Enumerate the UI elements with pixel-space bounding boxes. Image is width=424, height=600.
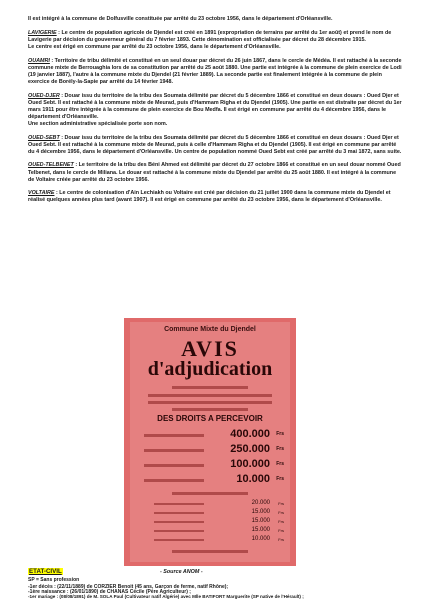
paragraph-extra: Une section administrative spécialisée porte son nom.	[28, 120, 168, 127]
poster-amount-row	[144, 428, 284, 442]
poster-row-label	[154, 530, 204, 532]
term-oued-sebt: OUED-SEBT	[28, 134, 60, 141]
poster-amount-row	[144, 443, 284, 457]
poster-small-amount: 15.000	[251, 509, 270, 515]
poster-adjudication: d'adjudication	[147, 358, 273, 380]
poster-avis: AVIS	[181, 336, 239, 361]
poster-small-amount: 15.000	[251, 518, 270, 524]
civil-entry: -1er décès : (22/11/1889) de CORZIER Benoit (45 ans, Garçon de ferme, natif Rhône);	[28, 584, 229, 590]
poster-row-label	[144, 479, 204, 482]
civil-entry: -1er mariage : (08/08/1891) de M. SOLA Paul (Cultivateur natif Algérie) avec Mlle BATIFORT Marguerite (SP native de l'Hérault) ;	[28, 594, 304, 599]
poster-currency: Frs	[276, 446, 284, 452]
poster-row-label	[154, 512, 204, 514]
poster-currency: Frs	[278, 510, 284, 515]
source-note: - Source ANOM -	[160, 569, 203, 575]
paragraph-intro	[28, 16, 402, 23]
poster-row-label	[154, 503, 204, 505]
poster-faint-line	[148, 394, 272, 397]
civil-entry: -1ère naissance : (26/01/1890) de CHANAS Cécile (Père Agriculteur) ;	[28, 589, 191, 595]
poster-row-label	[144, 449, 204, 452]
paragraph-text: : Territoire de tribu délimité et constitué en un seul douar par décret du 26 juin 1867, dans le cercle de Médéa. Il est rattaché à la seconde commune mixte de Berrouaghia lors de sa constitution par arrêté du 25 août 1880. Une partie est intégrée à la commune de plein exercice de Lodi (19 janvier 1887), l'autre à la commune mixte du Djendel (21 février 1889). La seconde partie est finalement intégrée à la commune de plein exercice de Borély-la-Sapie par arrêté du 14 février 1948.	[28, 57, 402, 85]
legend-sp: SP = Sans profession	[28, 577, 80, 583]
term-voltaire: VOLTAIRE	[28, 190, 55, 197]
term-oued-djer: OUED-DJER	[28, 92, 60, 99]
poster-faint-line	[148, 401, 272, 404]
poster-sheet	[130, 322, 290, 562]
poster-droits: DES DROITS A PERCEVOIR	[157, 414, 263, 423]
poster-amount: 400.000	[230, 428, 270, 440]
poster-amount: 100.000	[230, 458, 270, 470]
adjudication-poster	[124, 318, 296, 566]
paragraph-extra: Le centre est érigé en commune par arrêté du 23 octobre 1956, dans le département d'Orléansville.	[28, 43, 281, 50]
paragraph-oued-telbenet	[28, 162, 402, 183]
poster-amount: 250.000	[230, 443, 270, 455]
poster-amount: 10.000	[236, 473, 270, 485]
poster-small-row	[144, 536, 284, 544]
poster-small-row	[144, 527, 284, 535]
poster-small-row	[144, 518, 284, 526]
poster-small-amount: 10.000	[251, 536, 270, 542]
paragraph-ouamri	[28, 58, 402, 86]
poster-currency: Frs	[276, 461, 284, 467]
poster-currency: Frs	[278, 519, 284, 524]
etat-civil-heading: ETAT-CIVIL	[29, 568, 62, 575]
poster-commune: Commune Mixte du Djendel	[164, 326, 256, 333]
poster-faint-line	[172, 550, 248, 553]
paragraph-text: : Le centre de colonisation d'Ain Lechiakh ou Voltaire est créé par décision du 21 juillet 1900 dans la commune mixte du Djendel et réalisé quelques années plus tard (avant 1907). Il est érigé en commune par arrêté du 23 octobre 1956, dans le département d'Orléansville.	[28, 190, 391, 204]
paragraph-text: : Le centre de population agricole de Djendel est créé en 1891 (expropriation de terrains par arrêté du 1er août) et prend le nom de Lavigerie par décision du gouverneur général du 7 février 1893. Cette dénomination est officialisée par décret du 28 décembre 1915.	[28, 29, 392, 43]
poster-currency: Frs	[278, 537, 284, 542]
poster-row-label	[144, 464, 204, 467]
paragraph-text: Il est intégré à la commune de Dolfusville constituée par arrêté du 23 octobre 1956, dans le département d'Orléansville.	[28, 16, 333, 22]
paragraph-text: : Douar issu du territoire de la tribu des Soumata délimité par décret du 5 décembre 1866 et constitué en deux douars : Oued Djer et Oued Sebt. Il est rattaché à la commune mixte de Meurad, puis à celle d'Hammam Righa et du Djendel (1905). Il est érigé en commune par arrêté du 4 décembre 1956, dans le département d'Orléansville. Un centre de population nommé Oued Sebt est créé par arrêté du 3 mai 1872, sans suite.	[28, 134, 402, 155]
term-lavigerie: LAVIGERIE	[28, 29, 57, 36]
paragraph-oued-djer	[28, 93, 402, 128]
poster-currency: Frs	[278, 528, 284, 533]
poster-row-label	[154, 539, 204, 541]
poster-faint-line	[172, 492, 248, 495]
poster-amount-row	[144, 458, 284, 472]
poster-currency: Frs	[276, 431, 284, 437]
poster-row-label	[144, 434, 204, 437]
poster-small-amount: 20.000	[251, 500, 270, 506]
poster-faint-line	[172, 386, 248, 389]
poster-small-row	[144, 509, 284, 517]
poster-small-amount: 15.000	[251, 527, 270, 533]
poster-currency: Frs	[278, 501, 284, 506]
term-oued-telbenet: OUED-TELBENET	[28, 162, 74, 169]
poster-amount-row	[144, 473, 284, 487]
term-ouamri: OUAMRI	[28, 57, 50, 64]
paragraph-oued-sebt	[28, 135, 402, 156]
poster-currency: Frs	[276, 476, 284, 482]
paragraph-text: : Le territoire de la tribu des Béni Ahmed est délimité par décret du 27 octobre 1866 et constitué en un seul douar nommé Oued Telbenet, dans le cercle de Miliana. Le douar est rattaché à la commune mixte du Djendel par arrêté du 25 août 1880. Il est intégré à la commune de Voltaire créée par arrêté du 23 octobre 1956.	[28, 162, 401, 183]
poster-small-row	[144, 500, 284, 508]
poster-faint-line	[172, 408, 248, 411]
body-text	[28, 16, 402, 211]
paragraph-voltaire	[28, 190, 402, 204]
paragraph-lavigerie	[28, 30, 402, 51]
paragraph-text: : Douar issu du territoire de la tribu des Soumata délimité par décret du 5 décembre 1866 et constitué en deux douars : Oued Djer et Oued Sebt. Il est rattaché à la commune mixte de Meurad, puis d'Hammam Righa et du Djendel (1905). Une partie en est distraite par décret du 1er mars 1911 pour être intégrée à la commune de plein exercice de Bou Medfa. Il est érigé en commune par arrêté du 4 décembre 1956, dans le département d'Orléansville.	[28, 92, 402, 120]
poster-row-label	[154, 521, 204, 523]
